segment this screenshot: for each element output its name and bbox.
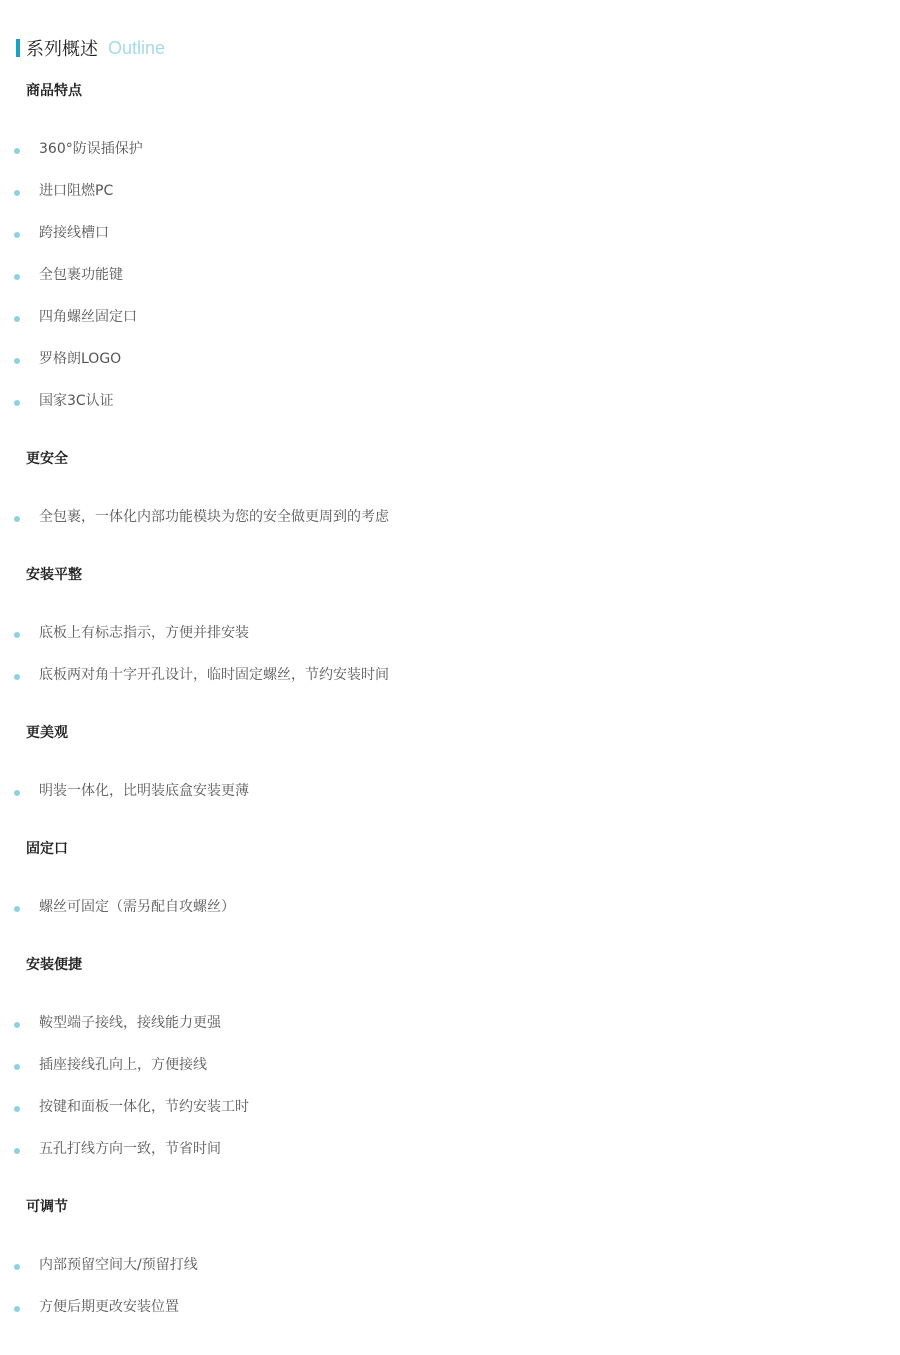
- list-item: [14, 223, 109, 243]
- section-title: 更美观: [26, 725, 68, 741]
- section-header: [16, 36, 165, 60]
- list-item: [14, 181, 113, 201]
- list-item: [14, 391, 114, 411]
- list-item: [14, 1255, 198, 1275]
- header-title-en: Outline: [108, 37, 166, 58]
- section-title: 更安全: [26, 451, 68, 467]
- list-item-text: 方便后期更改安装位置: [39, 1299, 179, 1315]
- bullet-dot-icon: [14, 232, 20, 238]
- list-item-text: 跨接线槽口: [39, 225, 109, 241]
- bullet-dot-icon: [14, 674, 20, 680]
- list-item: [14, 1055, 207, 1075]
- list-item: [14, 781, 249, 801]
- list-item: [14, 349, 121, 369]
- bullet-dot-icon: [14, 148, 20, 154]
- section-title: 安装便捷: [26, 957, 82, 973]
- list-item: [14, 507, 389, 527]
- list-item: [14, 1297, 179, 1317]
- bullet-dot-icon: [14, 190, 20, 196]
- list-item-text: 底板两对角十字开孔设计，临时固定螺丝，节约安装时间: [39, 667, 389, 683]
- section-title: 可调节: [26, 1199, 68, 1215]
- bullet-dot-icon: [14, 790, 20, 796]
- section-title: 商品特点: [26, 83, 82, 99]
- bullet-dot-icon: [14, 1064, 20, 1070]
- bullet-dot-icon: [14, 906, 20, 912]
- list-item-text: 360°防误插保护: [39, 141, 143, 157]
- section-title: 安装平整: [26, 567, 82, 583]
- list-item-text: 插座接线孔向上，方便接线: [39, 1057, 207, 1073]
- list-item-text: 罗格朗LOGO: [39, 351, 122, 367]
- list-item-text: 四角螺丝固定口: [39, 309, 137, 325]
- list-item: [14, 1013, 221, 1033]
- list-item-text: 内部预留空间大/预留打线: [39, 1257, 198, 1273]
- list-item-text: 底板上有标志指示，方便并排安装: [39, 625, 249, 641]
- list-item: [14, 139, 143, 159]
- header-title-cn: 系列概述: [26, 39, 98, 60]
- bullet-dot-icon: [14, 1306, 20, 1312]
- bullet-dot-icon: [14, 516, 20, 522]
- section-title: 固定口: [26, 841, 68, 857]
- list-item: [14, 623, 249, 643]
- list-item-text: 五孔打线方向一致，节省时间: [39, 1141, 221, 1157]
- bullet-dot-icon: [14, 1022, 20, 1028]
- bullet-dot-icon: [14, 274, 20, 280]
- bullet-dot-icon: [14, 1106, 20, 1112]
- list-item-text: 按键和面板一体化，节约安装工时: [39, 1099, 249, 1115]
- bullet-dot-icon: [14, 316, 20, 322]
- list-item: [14, 1139, 221, 1159]
- bullet-dot-icon: [14, 358, 20, 364]
- list-item: [14, 665, 389, 685]
- bullet-dot-icon: [14, 632, 20, 638]
- list-item-text: 螺丝可固定（需另配自攻螺丝）: [39, 899, 235, 915]
- list-item-text: 鞍型端子接线，接线能力更强: [39, 1015, 221, 1031]
- bullet-dot-icon: [14, 400, 20, 406]
- list-item: [14, 265, 123, 285]
- list-item-text: 全包裹功能键: [39, 267, 123, 283]
- list-item: [14, 307, 137, 327]
- list-item: [14, 897, 235, 917]
- list-item: [14, 1097, 249, 1117]
- bullet-dot-icon: [14, 1148, 20, 1154]
- list-item-text: 国家3C认证: [39, 393, 114, 409]
- list-item-text: 明装一体化，比明装底盒安装更薄: [39, 783, 249, 799]
- list-item-text: 全包裹，一体化内部功能模块为您的安全做更周到的考虑: [39, 509, 389, 525]
- list-item-text: 进口阻燃PC: [39, 183, 114, 199]
- header-accent-bar: [16, 39, 20, 57]
- bullet-dot-icon: [14, 1264, 20, 1270]
